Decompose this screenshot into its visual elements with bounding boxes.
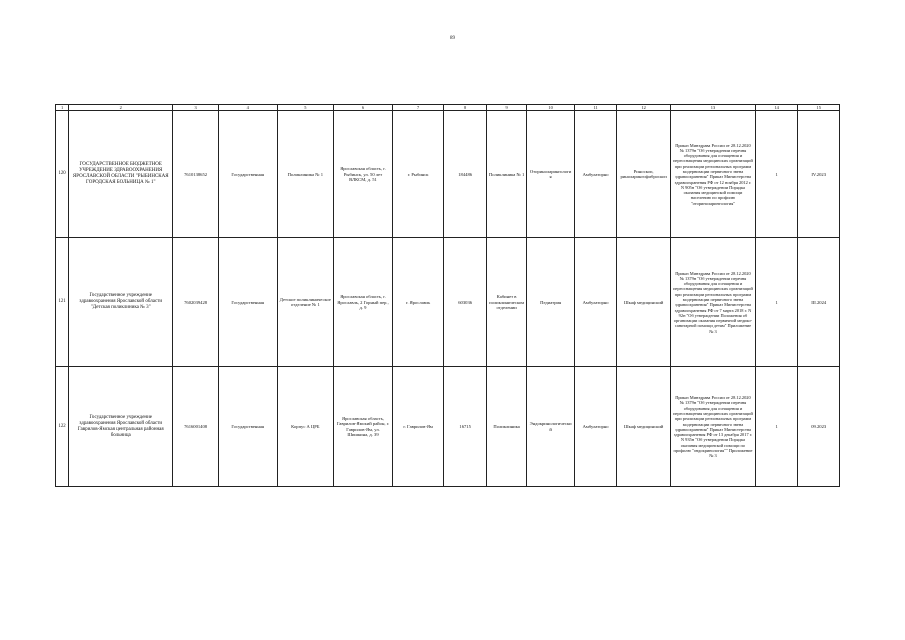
column-number: 2 xyxy=(69,105,173,111)
address: Ярославская область, г. Ярославль, 2 Горный пер., д. 9 xyxy=(334,238,393,367)
row-number: 121 xyxy=(56,238,69,367)
department: Оториноларингология xyxy=(527,111,575,238)
department: Педиатрия xyxy=(527,238,575,367)
column-number: 12 xyxy=(617,105,671,111)
organization-name: Государственное учреждение здравоохранения Ярославской области "Детская поликлиника № 3" xyxy=(69,238,173,367)
legal-basis: Приказ Минздрава России от 28.12.2020 № 1379н "Об утверждении перечня оборудования для оснащения и переоснащения медицинских организаций при реализации региональных программ модернизации первичного звена здравоохранения" Приказ Министерства здравоохранения РФ от 7 марта 2018 г. N 92н "Об утверждении Положения об организации оказания первичной медико-санитарной помощи детям" Приложение № 3 xyxy=(670,238,755,367)
care-form: Амбулаторно xyxy=(574,238,616,367)
column-number: 14 xyxy=(755,105,797,111)
organization-name: ГОСУДАРСТВЕННОЕ БЮДЖЕТНОЕ УЧРЕЖДЕНИЕ ЗДРАВООХРАНЕНИЯ ЯРОСЛАВСКОЙ ОБЛАСТИ "РЫБИНСКАЯ ГОРОДСКАЯ БОЛЬНИЦА № 1" xyxy=(69,111,173,238)
table-row xyxy=(56,367,840,487)
care-form: Амбулаторно xyxy=(574,111,616,238)
column-number: 6 xyxy=(334,105,393,111)
inn: 7602039428 xyxy=(173,238,219,367)
quantity: 1 xyxy=(755,111,797,238)
column-number: 5 xyxy=(277,105,334,111)
column-number: 4 xyxy=(218,105,277,111)
equipment: Риноскоп, риноларингофиброскоп xyxy=(617,111,671,238)
subunit: Поликлиника xyxy=(486,367,526,487)
inn: 7616001408 xyxy=(173,367,219,487)
structural-unit: Поликлиника № 1 xyxy=(277,111,334,238)
legal-basis: Приказ Минздрава России от 28.12.2020 № 1379н "Об утверждении перечня оборудования для оснащения и переоснащения медицинских организаций при реализации региональных программ модернизации первичного звена здравоохранения" Приказ Министерства здравоохранения РФ от 13 декабря 2017 г. N 935н "Об утверждении Порядка оказания медицинской помощи по профилю "эндокринология"" Приложение № 3 xyxy=(670,367,755,487)
delivery-date: III.2024 xyxy=(798,238,840,367)
column-number: 15 xyxy=(798,105,840,111)
column-number: 1 xyxy=(56,105,69,111)
ownership-form: Государственная xyxy=(218,238,277,367)
care-form: Амбулаторно xyxy=(574,367,616,487)
population: 184486 xyxy=(444,111,486,238)
population: 16715 xyxy=(444,367,486,487)
ownership-form: Государственная xyxy=(218,367,277,487)
subunit: Поликлиника № 1 xyxy=(486,111,526,238)
settlement: г. Ярославль xyxy=(392,238,444,367)
quantity: 1 xyxy=(755,367,797,487)
structural-unit: Детское поликлиническое отделение № 1 xyxy=(277,238,334,367)
column-number: 10 xyxy=(527,105,575,111)
equipment: Шкаф медицинский xyxy=(617,238,671,367)
structural-unit: Корпус А ЦРБ xyxy=(277,367,334,487)
column-number: 9 xyxy=(486,105,526,111)
table-row xyxy=(56,111,840,238)
settlement: г. Гаврилов-Ям xyxy=(392,367,444,487)
column-number: 11 xyxy=(574,105,616,111)
column-number: 3 xyxy=(173,105,219,111)
address: Ярославская область, Гаврилов-Ямский район, г. Гаврилов-Ям, ул. Шишкина, д. 39 xyxy=(334,367,393,487)
organization-name: Государственное учреждение здравоохранения Ярославской области Гаврилов-Ямская центральная районная больница xyxy=(69,367,173,487)
quantity: 1 xyxy=(755,238,797,367)
delivery-date: 09.2023 xyxy=(798,367,840,487)
department: Эндокринологический xyxy=(527,367,575,487)
row-number: 122 xyxy=(56,367,69,487)
population: 603036 xyxy=(444,238,486,367)
inn: 7610138652 xyxy=(173,111,219,238)
delivery-date: IV.2023 xyxy=(798,111,840,238)
settlement: г. Рыбинск xyxy=(392,111,444,238)
row-number: 120 xyxy=(56,111,69,238)
column-number: 13 xyxy=(670,105,755,111)
column-number: 7 xyxy=(392,105,444,111)
ownership-form: Государственная xyxy=(218,111,277,238)
equipment: Шкаф медицинский xyxy=(617,367,671,487)
legal-basis: Приказ Минздрава России от 28.12.2020 № 1379н "Об утверждении перечня оборудования для оснащения и переоснащения медицинских организаций при реализации региональных программ модернизации первичного звена здравоохранения" Приказ Министерства здравоохранения РФ от 12 ноября 2012 г. N 905н "Об утверждении Порядка оказания медицинской помощи населению по профилю "оториноларингология" xyxy=(670,111,755,238)
address: Ярославская область, г. Рыбинск, ул. 50 лет ВЛКСМ, д. 51 xyxy=(334,111,393,238)
registry-table xyxy=(55,104,840,487)
table-row xyxy=(56,238,840,367)
page-number: 89 xyxy=(450,36,455,41)
column-number: 8 xyxy=(444,105,486,111)
subunit: Кабинет в поликлиническом отделении xyxy=(486,238,526,367)
